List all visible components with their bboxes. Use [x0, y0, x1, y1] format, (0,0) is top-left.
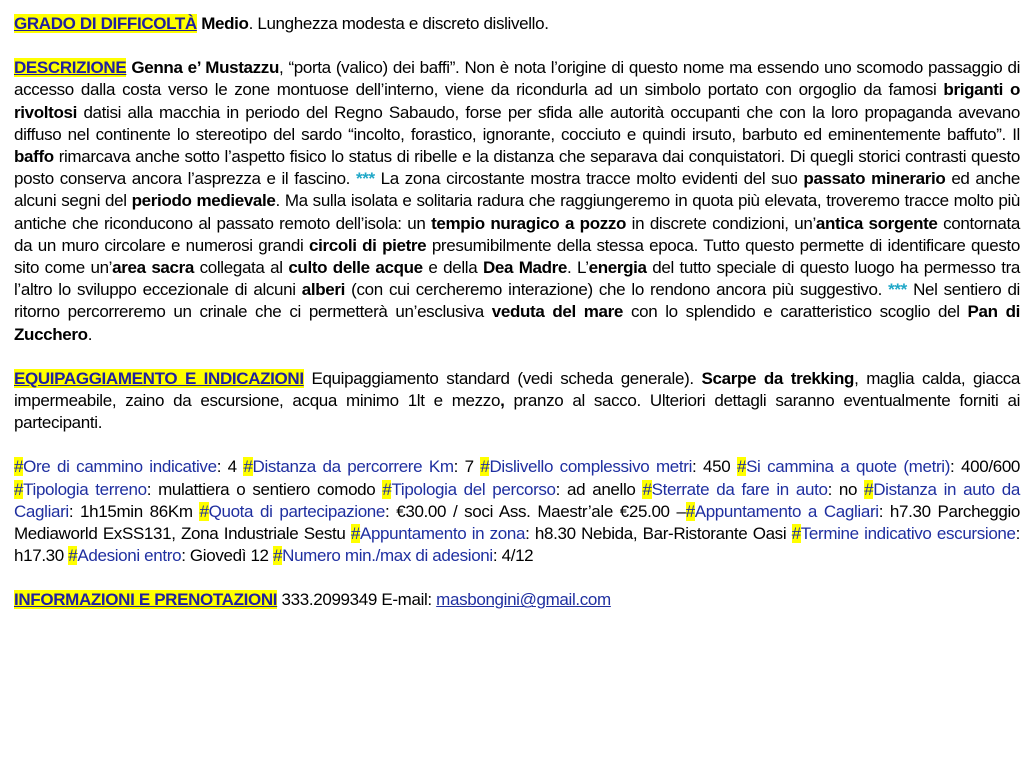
difficulty-paragraph	[14, 13, 1020, 35]
body-text: Equipaggiamento standard (vedi scheda generale).	[311, 368, 702, 388]
bold-text: Genna e’ Mustazzu	[131, 58, 279, 78]
body-text: ed anche alcuni segni del	[14, 169, 1020, 211]
info-label: Appuntamento a Cagliari	[694, 501, 879, 521]
hashtag-marker: #	[382, 479, 392, 499]
hashtag-marker: #	[14, 457, 24, 477]
info-label: Dislivello complessivo metri	[489, 457, 693, 477]
spacer	[14, 434, 1020, 456]
separator-stars: ***	[355, 169, 375, 189]
hashtag-marker: #	[864, 479, 874, 499]
body-text: del tutto speciale di questo luogo ha permesso tra l’altro lo sviluppo eccezionale di alcuni	[14, 258, 1020, 300]
hashtag-marker: #	[14, 479, 24, 499]
bold-text: periodo medievale	[131, 191, 276, 211]
info-value: : 1h15min 86Km	[68, 501, 200, 521]
info-label: Tipologia terreno	[23, 479, 147, 499]
info-label: Adesioni entro	[77, 546, 182, 566]
spacer	[14, 35, 1020, 57]
body-text: collegata al	[194, 258, 289, 278]
email-link[interactable]: masbongini@gmail.com	[436, 590, 611, 610]
bold-text: Dea Madre	[482, 258, 568, 278]
difficulty-heading: GRADO DI DIFFICOLTÀ	[14, 14, 197, 33]
equipment-heading: EQUIPAGGIAMENTO E INDICAZIONI	[14, 368, 304, 388]
hashtag-marker: #	[273, 546, 283, 566]
hashtag-marker: #	[685, 501, 695, 521]
hashtag-marker: #	[68, 546, 78, 566]
info-value: : h8.30 Nebida, Bar-Ristorante Oasi	[525, 524, 792, 544]
hashtag-marker: #	[243, 457, 253, 477]
body-text: , “porta (valico) dei baffi”. Non è nota l’origine di questo nome ma essendo uno scomodo passaggio di accesso dalla costa verso le zone montuose dell’interno, viene da ricondurla ad un simbolo portato con orgoglio da famosi	[14, 58, 1021, 100]
body-text: contornata da un muro circolare e numerosi grandi	[14, 213, 1020, 255]
bold-text: tempio nuragico a pozzo	[431, 213, 627, 233]
hashtag-marker: #	[199, 501, 209, 521]
contacts-paragraph	[14, 589, 1020, 611]
body-text: . L’	[567, 258, 589, 278]
technical-info-paragraph	[14, 456, 1020, 567]
body-text: (con cui cercheremo interazione) che lo rendono ancora più suggestivo.	[345, 280, 889, 300]
body-text: e della	[422, 258, 483, 278]
difficulty-level: Medio	[201, 14, 249, 33]
info-value: : 4	[216, 457, 244, 477]
description-heading: DESCRIZIONE	[14, 58, 127, 78]
body-text: La zona circostante mostra tracce molto evidenti del suo	[374, 169, 804, 189]
info-label: Numero min./max di adesioni	[282, 546, 493, 566]
bold-text: ,	[500, 391, 505, 411]
body-text: datisi alla macchia in periodo del Regno Sabaudo, forse per sfida alle autorità occupanti che con la loro propaganda avevano diffuso nel continente lo stereotipo del sardo “incolto, forastico, ignorante, cocciuto e quindi irsuto, barbuto ed eminentemente baffuto”. Il	[14, 102, 1020, 144]
info-value: : ad anello	[555, 479, 643, 499]
hashtag-marker: #	[480, 457, 490, 477]
contacts-heading: INFORMAZIONI E PRENOTAZIONI	[14, 590, 278, 610]
hashtag-marker: #	[350, 524, 360, 544]
info-value: : no	[827, 479, 865, 499]
info-value: : 450	[692, 457, 737, 477]
body-text: pranzo al sacco. Ulteriori dettagli saranno eventualmente forniti ai partecipanti.	[14, 391, 1021, 433]
info-value: : €30.00 / soci Ass. Maestr’ale €25.00 –	[385, 501, 686, 521]
info-value: : 7	[453, 457, 481, 477]
body-text: in discrete condizioni, un’	[626, 213, 816, 233]
spacer	[14, 346, 1020, 368]
description-paragraph	[14, 57, 1020, 346]
bold-text: briganti o rivoltosi	[14, 80, 1020, 122]
info-value: : 400/600	[950, 457, 1021, 477]
info-label: Tipologia del percorso	[391, 479, 556, 499]
body-text: con lo splendido e caratteristico scoglio del	[623, 302, 968, 322]
hashtag-marker: #	[736, 457, 747, 477]
body-text: .	[87, 324, 93, 344]
bold-text: antica sorgente	[815, 213, 938, 233]
info-value: : Giovedì 12	[181, 546, 274, 566]
body-text: rimarcava anche sotto l’aspetto fisico lo status di ribelle e la distanza che separava dai conquistatori. Di quegli storici contrasti questo posto conserva ancora l’asprezza e il fascino.	[14, 147, 1020, 189]
document-page	[14, 13, 1020, 612]
info-value: : h7.30 Parcheggio Mediaworld ExSS131, Zona Industriale Sestu	[14, 501, 1021, 544]
info-value: : 4/12	[492, 546, 534, 566]
bold-text: baffo	[14, 147, 54, 167]
info-label: Appuntamento in zona	[359, 524, 526, 544]
bold-text: circoli di pietre	[308, 235, 427, 255]
bold-text: veduta del mare	[491, 302, 624, 322]
bold-text: alberi	[301, 280, 346, 300]
bold-text: culto delle acque	[288, 258, 423, 278]
separator-stars: ***	[888, 280, 907, 300]
info-label: Distanza in auto da Cagliari	[14, 479, 1020, 521]
hashtag-marker: #	[791, 524, 801, 544]
info-label: Sterrate da fare in auto	[651, 479, 828, 499]
info-value: : h17.30	[14, 524, 1021, 566]
info-label: Si cammina a quote (metri)	[746, 457, 951, 477]
spacer	[14, 567, 1020, 589]
info-label: Termine indicativo escursione	[800, 524, 1016, 544]
body-text: , maglia calda, giacca impermeabile, zaino da escursione, acqua minimo 1lt e mezzo	[14, 368, 1020, 411]
contact-phone: 333.2099349 E-mail:	[277, 590, 437, 610]
hashtag-marker: #	[642, 479, 652, 499]
bold-text: passato minerario	[803, 169, 946, 189]
bold-text: area sacra	[112, 258, 194, 278]
body-text: Nel sentiero di ritorno percorreremo un crinale che ci permetterà un’esclusiva	[14, 280, 1020, 322]
info-label: Quota di partecipazione	[208, 501, 386, 521]
body-text: presumibilmente della stessa epoca. Tutto questo permette di identificare questo sito come un’	[14, 235, 1020, 278]
bold-text: energia	[588, 258, 647, 278]
info-label: Ore di cammino indicative	[23, 457, 217, 477]
bold-text: Pan di Zucchero	[14, 302, 1020, 344]
difficulty-text: . Lunghezza modesta e discreto dislivello.	[248, 14, 549, 33]
body-text: . Ma sulla isolata e solitaria radura che raggiungeremo in quota più elevata, troveremo tracce molto più antiche che riconducono al passato remoto dell’isola: un	[14, 191, 1021, 233]
bold-text: Scarpe da trekking	[701, 368, 855, 388]
info-value: : mulattiera o sentiero comodo	[146, 479, 383, 499]
info-label: Distanza da percorrere Km	[252, 457, 454, 477]
equipment-paragraph	[14, 368, 1020, 435]
